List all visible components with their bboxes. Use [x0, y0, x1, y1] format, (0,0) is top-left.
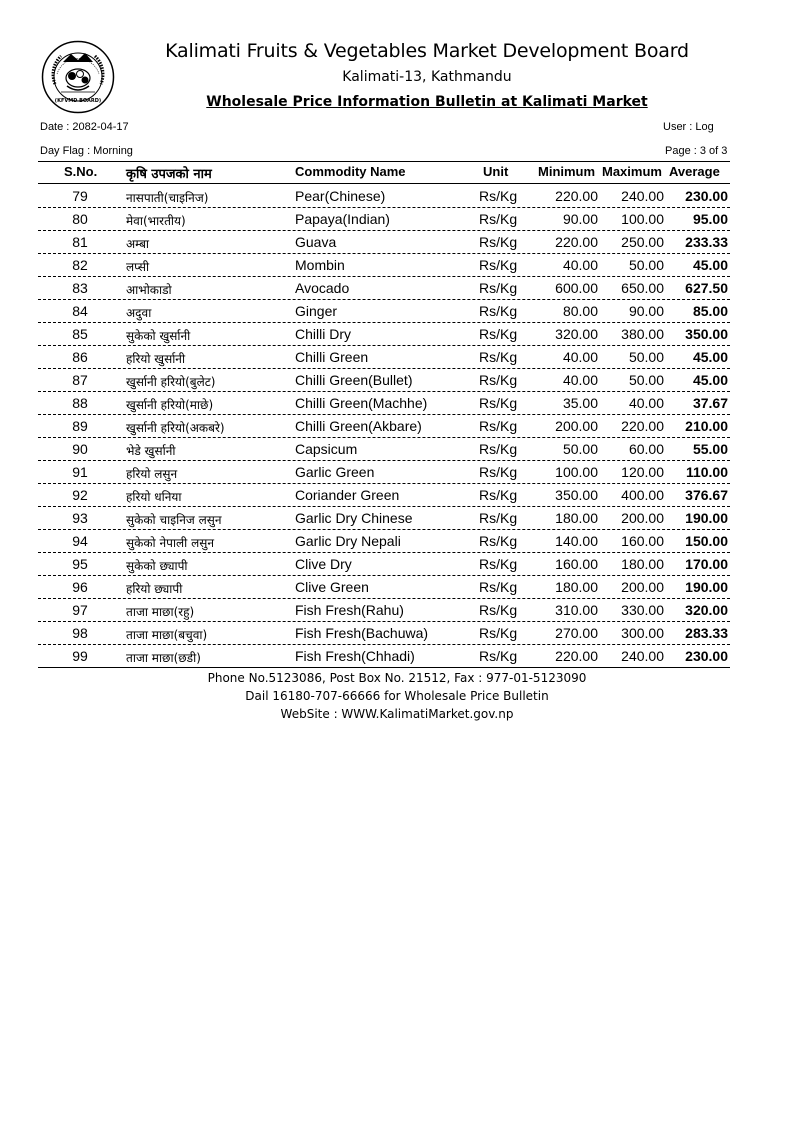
- col-header-commodity: Commodity Name: [295, 164, 406, 179]
- cell-minimum: 40.00: [562, 349, 598, 365]
- cell-average: 233.33: [685, 234, 728, 250]
- cell-sno: 85: [72, 326, 88, 342]
- cell-average: 55.00: [692, 441, 728, 457]
- cell-nepali-name: मेवा(भारतीय): [126, 214, 186, 228]
- cell-maximum: 90.00: [628, 303, 664, 319]
- cell-unit: Rs/Kg: [479, 326, 518, 342]
- cell-average: 350.00: [685, 326, 728, 342]
- cell-maximum: 50.00: [628, 372, 664, 388]
- col-header-minimum: Minimum: [538, 164, 596, 179]
- cell-maximum: 180.00: [621, 556, 664, 572]
- footer-dial: Dail 16180-707-66666 for Wholesale Price Bulletin: [245, 689, 549, 703]
- cell-maximum: 250.00: [621, 234, 664, 250]
- page-label: Page : 3 of 3: [665, 145, 728, 157]
- cell-nepali-name: अम्बा: [126, 237, 150, 251]
- cell-maximum: 200.00: [621, 579, 664, 595]
- cell-unit: Rs/Kg: [479, 556, 518, 572]
- cell-average: 230.00: [685, 648, 728, 664]
- bulletin-title: Wholesale Price Information Bulletin at Kalimati Market: [206, 94, 648, 110]
- cell-nepali-name: हरियो खुर्सानी: [126, 352, 186, 366]
- cell-average: 45.00: [692, 349, 728, 365]
- cell-average: 190.00: [685, 510, 728, 526]
- cell-nepali-name: सुकेको चाइनिज लसुन: [126, 513, 222, 527]
- cell-unit: Rs/Kg: [479, 625, 518, 641]
- cell-average: 45.00: [692, 372, 728, 388]
- cell-unit: Rs/Kg: [479, 579, 518, 595]
- cell-commodity-name: Clive Dry: [295, 556, 352, 572]
- cell-unit: Rs/Kg: [479, 234, 518, 250]
- cell-average: 627.50: [685, 280, 728, 296]
- cell-maximum: 50.00: [628, 257, 664, 273]
- table-row: [38, 552, 730, 576]
- cell-minimum: 140.00: [555, 533, 598, 549]
- cell-average: 95.00: [692, 211, 728, 227]
- cell-unit: Rs/Kg: [479, 349, 518, 365]
- cell-nepali-name: ताजा माछा(बचुवा): [126, 628, 208, 642]
- cell-nepali-name: सुकेको खुर्सानी: [126, 329, 191, 343]
- cell-maximum: 400.00: [621, 487, 664, 503]
- cell-average: 190.00: [685, 579, 728, 595]
- cell-average: 210.00: [685, 418, 728, 434]
- cell-unit: Rs/Kg: [479, 280, 518, 296]
- cell-maximum: 200.00: [621, 510, 664, 526]
- cell-unit: Rs/Kg: [479, 602, 518, 618]
- cell-minimum: 310.00: [555, 602, 598, 618]
- cell-nepali-name: सुकेको नेपाली लसुन: [126, 536, 215, 550]
- cell-minimum: 220.00: [555, 234, 598, 250]
- cell-unit: Rs/Kg: [479, 257, 518, 273]
- col-header-maximum: Maximum: [602, 164, 662, 179]
- cell-minimum: 50.00: [562, 441, 598, 457]
- cell-sno: 95: [72, 556, 88, 572]
- cell-minimum: 40.00: [562, 257, 598, 273]
- cell-commodity-name: Pear(Chinese): [295, 188, 386, 204]
- col-header-unit: Unit: [483, 164, 509, 179]
- cell-maximum: 100.00: [621, 211, 664, 227]
- cell-average: 320.00: [685, 602, 728, 618]
- cell-minimum: 100.00: [555, 464, 598, 480]
- cell-nepali-name: ताजा माछा(छडी): [126, 651, 201, 665]
- cell-sno: 88: [72, 395, 88, 411]
- table-row: [38, 207, 730, 231]
- cell-maximum: 240.00: [621, 648, 664, 664]
- cell-nepali-name: आभोकाडो: [126, 283, 172, 297]
- cell-commodity-name: Papaya(Indian): [295, 211, 390, 227]
- table-row: [38, 276, 730, 300]
- cell-maximum: 40.00: [628, 395, 664, 411]
- cell-sno: 82: [72, 257, 88, 273]
- cell-unit: Rs/Kg: [479, 648, 518, 664]
- svg-text:(KFVMD BOARD): (KFVMD BOARD): [54, 98, 102, 104]
- cell-commodity-name: Fish Fresh(Bachuwa): [295, 625, 429, 641]
- cell-average: 37.67: [692, 395, 728, 411]
- cell-unit: Rs/Kg: [479, 395, 518, 411]
- cell-unit: Rs/Kg: [479, 188, 518, 204]
- cell-minimum: 600.00: [555, 280, 598, 296]
- footer-contact: Phone No.5123086, Post Box No. 21512, Fax : 977-01-5123090: [207, 671, 587, 685]
- cell-unit: Rs/Kg: [479, 533, 518, 549]
- table-row: [38, 299, 730, 323]
- cell-commodity-name: Clive Green: [295, 579, 369, 595]
- cell-commodity-name: Mombin: [295, 257, 345, 273]
- cell-minimum: 90.00: [562, 211, 598, 227]
- cell-sno: 87: [72, 372, 88, 388]
- cell-nepali-name: नासपाती(चाइनिज): [126, 191, 209, 205]
- cell-sno: 93: [72, 510, 88, 526]
- col-header-average: Average: [669, 164, 720, 179]
- cell-commodity-name: Guava: [295, 234, 337, 250]
- table-row: [38, 345, 730, 369]
- cell-nepali-name: ताजा माछा(रहु): [126, 605, 195, 619]
- cell-minimum: 270.00: [555, 625, 598, 641]
- cell-nepali-name: खुर्सानी हरियो(अकबरे): [126, 421, 225, 435]
- cell-sno: 96: [72, 579, 88, 595]
- cell-minimum: 80.00: [562, 303, 598, 319]
- cell-commodity-name: Ginger: [295, 303, 338, 319]
- table-row: [38, 598, 730, 622]
- table-row: [38, 483, 730, 507]
- cell-minimum: 40.00: [562, 372, 598, 388]
- cell-nepali-name: खुर्सानी हरियो(बुलेट): [126, 375, 216, 389]
- cell-average: 230.00: [685, 188, 728, 204]
- cell-sno: 86: [72, 349, 88, 365]
- table-row: [38, 368, 730, 392]
- cell-unit: Rs/Kg: [479, 464, 518, 480]
- cell-unit: Rs/Kg: [479, 372, 518, 388]
- cell-commodity-name: Chilli Green(Bullet): [295, 372, 413, 388]
- cell-nepali-name: अदुवा: [126, 306, 152, 320]
- cell-unit: Rs/Kg: [479, 441, 518, 457]
- table-row: [38, 437, 730, 461]
- cell-sno: 92: [72, 487, 88, 503]
- cell-maximum: 330.00: [621, 602, 664, 618]
- cell-commodity-name: Coriander Green: [295, 487, 400, 503]
- table-row: [38, 391, 730, 415]
- cell-maximum: 120.00: [621, 464, 664, 480]
- cell-nepali-name: लप्सी: [126, 260, 150, 274]
- table-row: [38, 460, 730, 484]
- cell-sno: 90: [72, 441, 88, 457]
- cell-nepali-name: हरियो धनिया: [126, 490, 182, 504]
- col-header-sno: S.No.: [64, 164, 98, 179]
- cell-maximum: 300.00: [621, 625, 664, 641]
- table-row: [38, 230, 730, 254]
- cell-sno: 98: [72, 625, 88, 641]
- table-row: [38, 575, 730, 599]
- table-row: [38, 322, 730, 346]
- cell-minimum: 320.00: [555, 326, 598, 342]
- cell-average: 170.00: [685, 556, 728, 572]
- cell-average: 376.67: [685, 487, 728, 503]
- cell-average: 45.00: [692, 257, 728, 273]
- cell-sno: 84: [72, 303, 88, 319]
- table-row: [38, 644, 730, 668]
- table-top-rule: [38, 161, 730, 162]
- cell-sno: 81: [72, 234, 88, 250]
- cell-minimum: 350.00: [555, 487, 598, 503]
- cell-maximum: 220.00: [621, 418, 664, 434]
- cell-commodity-name: Garlic Dry Nepali: [295, 533, 401, 549]
- cell-unit: Rs/Kg: [479, 303, 518, 319]
- cell-nepali-name: हरियो लसुन: [126, 467, 178, 481]
- cell-commodity-name: Avocado: [295, 280, 350, 296]
- cell-sno: 91: [72, 464, 88, 480]
- cell-sno: 83: [72, 280, 88, 296]
- cell-average: 150.00: [685, 533, 728, 549]
- cell-unit: Rs/Kg: [479, 418, 518, 434]
- user-label: User : Log: [663, 121, 714, 133]
- cell-commodity-name: Chilli Green(Akbare): [295, 418, 422, 434]
- cell-nepali-name: खुर्सानी हरियो(माछे): [126, 398, 214, 412]
- cell-commodity-name: Chilli Green(Machhe): [295, 395, 428, 411]
- cell-minimum: 200.00: [555, 418, 598, 434]
- cell-commodity-name: Capsicum: [295, 441, 358, 457]
- cell-unit: Rs/Kg: [479, 510, 518, 526]
- footer-website: WebSite : WWW.KalimatiMarket.gov.np: [280, 707, 514, 721]
- cell-minimum: 180.00: [555, 510, 598, 526]
- cell-minimum: 160.00: [555, 556, 598, 572]
- cell-unit: Rs/Kg: [479, 487, 518, 503]
- cell-sno: 94: [72, 533, 88, 549]
- cell-nepali-name: भेडे खुर्सानी: [126, 444, 176, 458]
- cell-sno: 97: [72, 602, 88, 618]
- cell-unit: Rs/Kg: [479, 211, 518, 227]
- cell-maximum: 50.00: [628, 349, 664, 365]
- cell-minimum: 220.00: [555, 648, 598, 664]
- cell-sno: 89: [72, 418, 88, 434]
- cell-minimum: 180.00: [555, 579, 598, 595]
- org-name: Kalimati Fruits & Vegetables Market Development Board: [165, 40, 689, 62]
- cell-maximum: 160.00: [621, 533, 664, 549]
- cell-average: 110.00: [685, 464, 728, 480]
- table-row: [38, 253, 730, 277]
- cell-minimum: 35.00: [562, 395, 598, 411]
- cell-sno: 79: [72, 188, 88, 204]
- table-row: [38, 506, 730, 530]
- org-address: Kalimati-13, Kathmandu: [342, 69, 512, 85]
- cell-commodity-name: Fish Fresh(Rahu): [295, 602, 404, 618]
- cell-commodity-name: Chilli Green: [295, 349, 369, 365]
- cell-average: 283.33: [685, 625, 728, 641]
- cell-commodity-name: Garlic Dry Chinese: [295, 510, 413, 526]
- table-row: [38, 414, 730, 438]
- cell-commodity-name: Garlic Green: [295, 464, 375, 480]
- kalimati-board-logo: [41, 40, 115, 114]
- table-row: [38, 184, 730, 208]
- table-row: [38, 621, 730, 645]
- cell-sno: 99: [72, 648, 88, 664]
- table-row: [38, 529, 730, 553]
- day-flag-label: Day Flag : Morning: [40, 145, 133, 157]
- cell-nepali-name: हरियो छ्यापी: [126, 582, 183, 596]
- cell-sno: 80: [72, 211, 88, 227]
- cell-maximum: 650.00: [621, 280, 664, 296]
- cell-average: 85.00: [692, 303, 728, 319]
- cell-commodity-name: Chilli Dry: [295, 326, 351, 342]
- cell-minimum: 220.00: [555, 188, 598, 204]
- cell-maximum: 240.00: [621, 188, 664, 204]
- cell-nepali-name: सुकेको छ्यापी: [126, 559, 188, 573]
- date-label: Date : 2082-04-17: [40, 121, 129, 133]
- cell-commodity-name: Fish Fresh(Chhadi): [295, 648, 415, 664]
- cell-maximum: 380.00: [621, 326, 664, 342]
- cell-maximum: 60.00: [628, 441, 664, 457]
- col-header-nepali-name: कृषि उपजको नाम: [126, 167, 212, 182]
